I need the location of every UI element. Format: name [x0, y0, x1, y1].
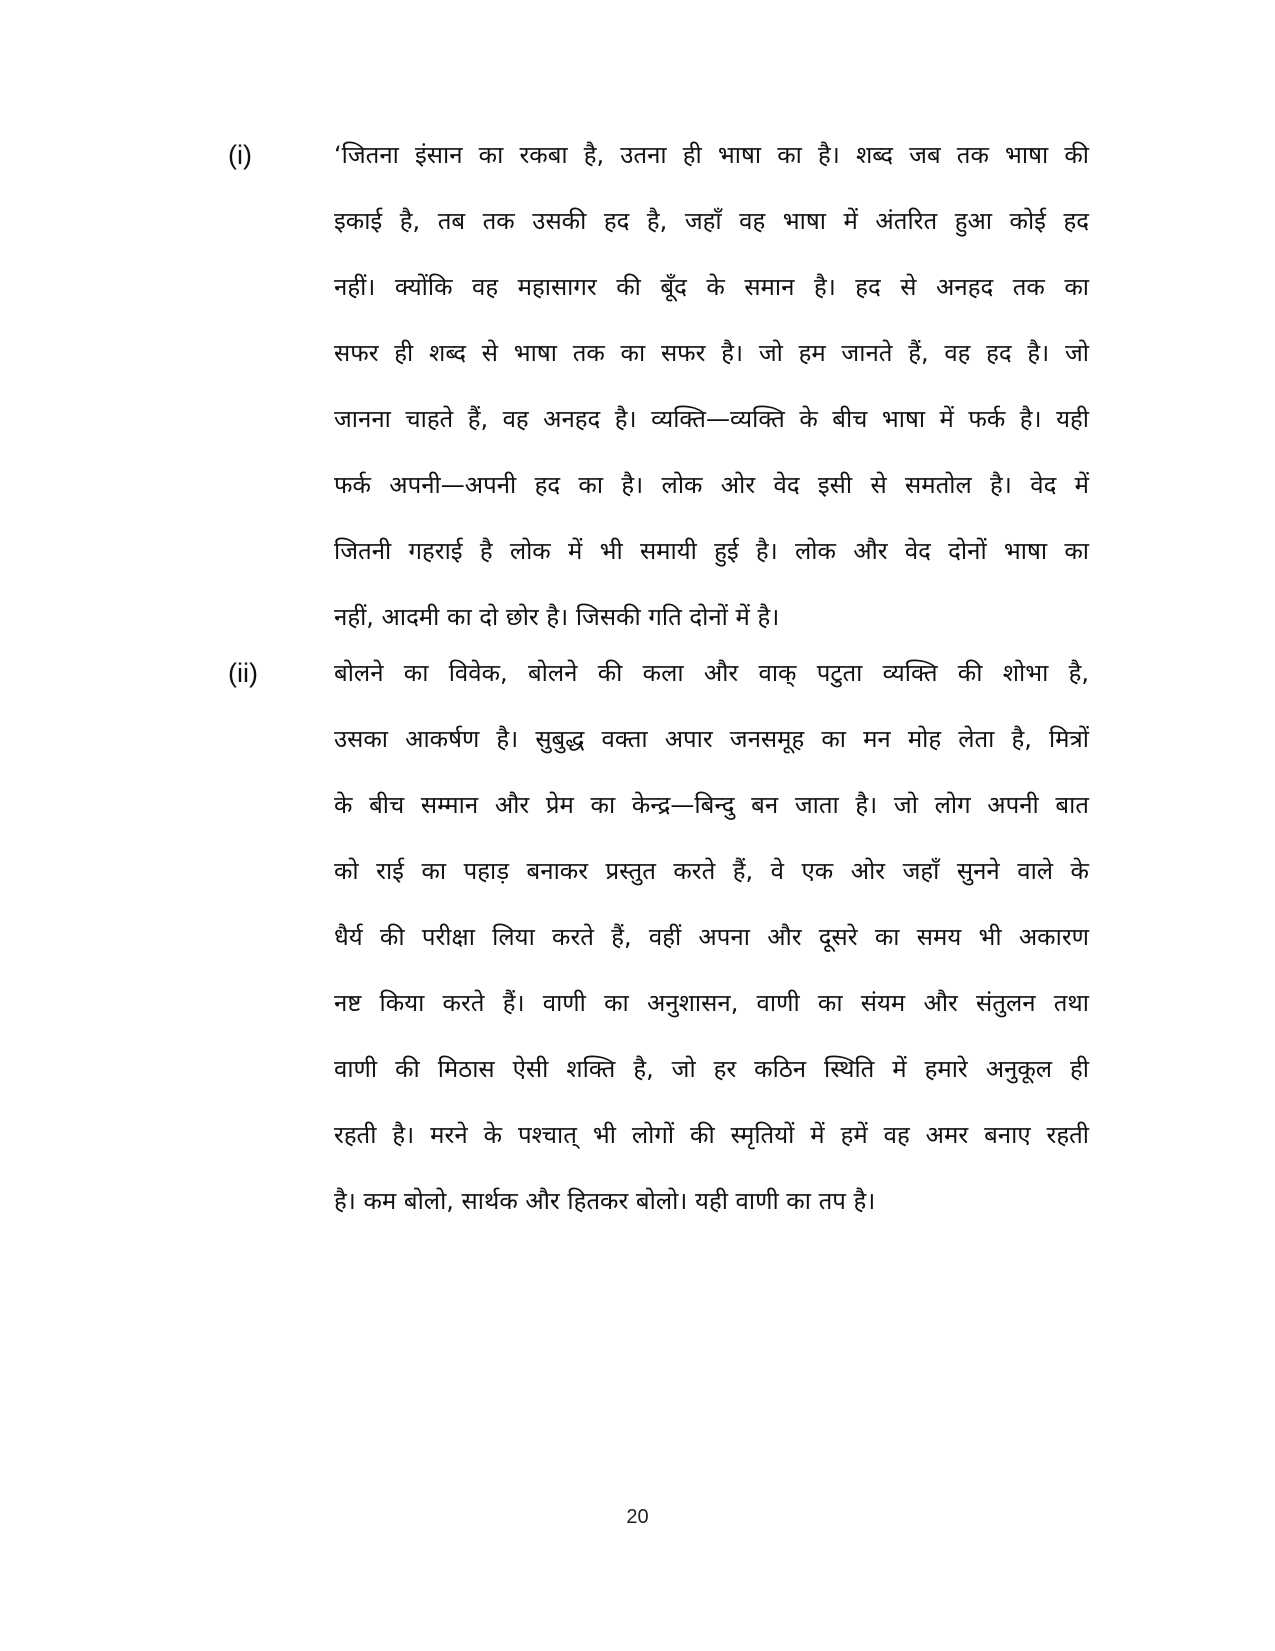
passage-line: फर्क अपनी—अपनी हद का है। लोक ओर वेद इसी से समतोल है। वेद में: [334, 471, 1089, 499]
passage-line: जितनी गहराई है लोक में भी समायी हुई है। लोक और वेद दोनों भाषा का: [334, 537, 1089, 565]
passage-line: नहीं। क्योंकि वह महासागर की बूँद के समान है। हद से अनहद तक का: [334, 273, 1089, 301]
passage-line: ‘जितना इंसान का रकबा है, उतना ही भाषा का है। शब्द जब तक भाषा की: [334, 141, 1089, 169]
passage-line: नष्ट किया करते हैं। वाणी का अनुशासन, वाणी का संयम और संतुलन तथा: [334, 989, 1089, 1017]
passage-line: रहती है। मरने के पश्चात् भी लोगों की स्मृतियों में हमें वह अमर बनाए रहती: [334, 1121, 1089, 1149]
passage-line: वाणी की मिठास ऐसी शक्ति है, जो हर कठिन स्थिति में हमारे अनुकूल ही: [334, 1055, 1089, 1083]
passage-label: (i): [228, 140, 252, 170]
passage-line: के बीच सम्मान और प्रेम का केन्द्र—बिन्दु बन जाता है। जो लोग अपनी बात: [334, 791, 1089, 819]
passage-line: नहीं, आदमी का दो छोर है। जिसकी गति दोनों में है।: [334, 603, 780, 631]
page-number: 20: [626, 1506, 649, 1528]
passage-line: इकाई है, तब तक उसकी हद है, जहाँ वह भाषा में अंतरित हुआ कोई हद: [334, 207, 1089, 235]
passage-line: बोलने का विवेक, बोलने की कला और वाक् पटुता व्यक्ति की शोभा है,: [334, 659, 1089, 687]
passage-line: सफर ही शब्द से भाषा तक का सफर है। जो हम जानते हैं, वह हद है। जो: [334, 339, 1089, 367]
passage-line: उसका आकर्षण है। सुबुद्ध वक्ता अपार जनसमूह का मन मोह लेता है, मित्रों: [334, 725, 1089, 753]
passage-line: धैर्य की परीक्षा लिया करते हैं, वहीं अपना और दूसरे का समय भी अकारण: [334, 923, 1089, 951]
passage-label: (ii): [228, 658, 258, 688]
passage-line: को राई का पहाड़ बनाकर प्रस्तुत करते हैं, वे एक ओर जहाँ सुनने वाले के: [334, 857, 1089, 885]
passage-line: जानना चाहते हैं, वह अनहद है। व्यक्ति—व्यक्ति के बीच भाषा में फर्क है। यही: [334, 405, 1089, 433]
passage-body: [334, 122, 1089, 650]
passage-line: है। कम बोलो, सार्थक और हितकर बोलो। यही वाणी का तप है।: [334, 1187, 876, 1215]
passage-body: [334, 640, 1089, 1234]
